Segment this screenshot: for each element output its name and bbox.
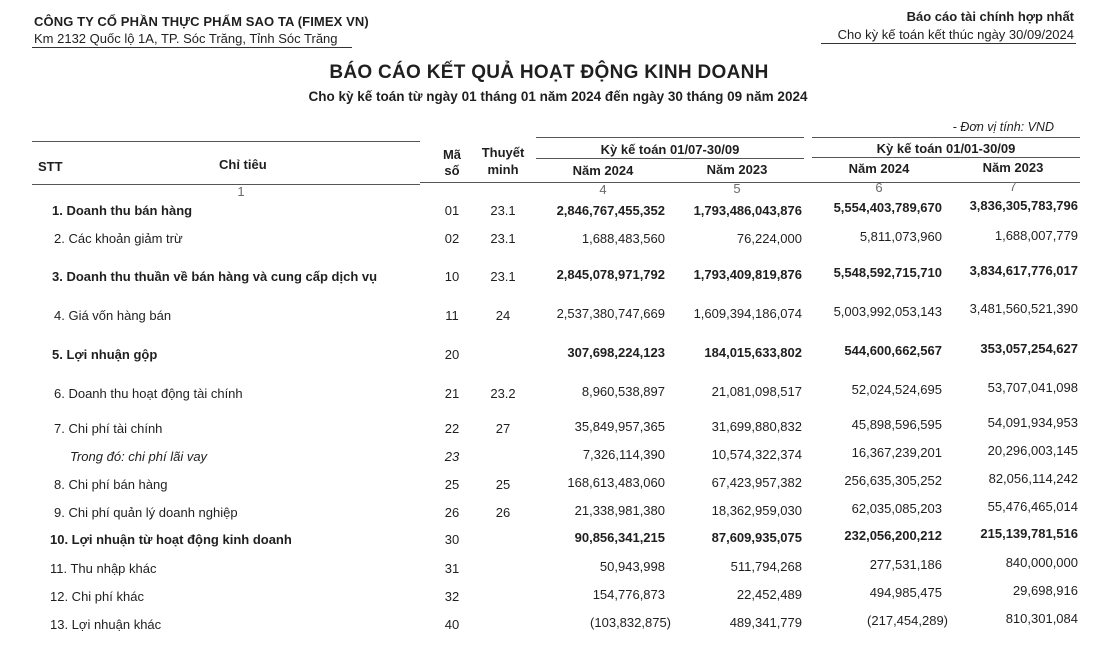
col-quarter-2023: Năm 2023 bbox=[706, 162, 768, 177]
row-code: 26 bbox=[444, 505, 460, 520]
row-ytd-2024: (217,454,289) bbox=[867, 613, 948, 628]
row-ytd-2024: 5,554,403,789,670 bbox=[833, 200, 942, 215]
row-quarter-2023: 10,574,322,374 bbox=[711, 447, 802, 462]
row-ytd-2024: 256,635,305,252 bbox=[844, 473, 942, 488]
row-ytd-2024: 45,898,596,595 bbox=[851, 417, 942, 432]
header-rule bbox=[812, 137, 1080, 138]
row-label: 10. Lợi nhuận từ hoạt động kinh doanh bbox=[50, 532, 292, 547]
row-label: 13. Lợi nhuận khác bbox=[50, 617, 162, 632]
row-note: 23.1 bbox=[490, 231, 516, 246]
row-label: Trong đó: chi phí lãi vay bbox=[70, 449, 208, 464]
row-ytd-2024: 16,367,239,201 bbox=[851, 445, 942, 460]
row-ytd-2024: 52,024,524,695 bbox=[851, 382, 942, 397]
row-ytd-2024: 494,985,475 bbox=[869, 585, 942, 600]
row-quarter-2023: 1,793,486,043,876 bbox=[693, 203, 802, 218]
row-label: 12. Chi phí khác bbox=[50, 589, 144, 604]
row-label: 6. Doanh thu hoạt động tài chính bbox=[54, 386, 243, 401]
table-row bbox=[0, 611, 1098, 635]
row-ytd-2023: 3,834,617,776,017 bbox=[969, 263, 1078, 278]
row-quarter-2024: 2,845,078,971,792 bbox=[556, 267, 665, 282]
table-row bbox=[0, 583, 1098, 607]
header-rule bbox=[536, 158, 804, 159]
row-code: 22 bbox=[444, 421, 460, 436]
row-quarter-2023: 31,699,880,832 bbox=[711, 419, 802, 434]
row-quarter-2023: 22,452,489 bbox=[736, 587, 802, 602]
col-index-5: 5 bbox=[733, 181, 741, 196]
row-quarter-2023: 18,362,959,030 bbox=[711, 503, 802, 518]
row-quarter-2023: 21,081,098,517 bbox=[711, 384, 802, 399]
row-ytd-2024: 277,531,186 bbox=[869, 557, 942, 572]
row-ytd-2024: 232,056,200,212 bbox=[844, 528, 942, 543]
row-ytd-2023: 215,139,781,516 bbox=[980, 526, 1078, 541]
col-index-1: 1 bbox=[237, 184, 245, 199]
company-address: Km 2132 Quốc lộ 1A, TP. Sóc Trăng, Tỉnh Sóc Trăng bbox=[34, 31, 338, 46]
row-ytd-2023: 55,476,465,014 bbox=[987, 499, 1078, 514]
row-code: 10 bbox=[444, 269, 460, 284]
row-ytd-2024: 5,811,073,960 bbox=[859, 229, 942, 244]
table-row bbox=[0, 499, 1098, 523]
row-quarter-2023: 76,224,000 bbox=[736, 231, 802, 246]
row-note: 24 bbox=[495, 308, 511, 323]
row-ytd-2023: 82,056,114,242 bbox=[988, 471, 1078, 486]
row-note: 23.1 bbox=[490, 269, 516, 284]
table-row bbox=[0, 341, 1098, 365]
row-code: 23 bbox=[444, 449, 460, 464]
col-indicator: Chỉ tiêu bbox=[219, 157, 267, 172]
row-quarter-2024: 154,776,873 bbox=[592, 587, 665, 602]
row-code: 21 bbox=[444, 386, 460, 401]
row-ytd-2024: 5,548,592,715,710 bbox=[833, 265, 942, 280]
col-stt: STT bbox=[38, 159, 63, 174]
row-ytd-2023: 20,296,003,145 bbox=[987, 443, 1078, 458]
table-row bbox=[0, 198, 1098, 221]
col-code-line2: số bbox=[444, 163, 460, 178]
row-note: 25 bbox=[495, 477, 511, 492]
row-quarter-2024: 8,960,538,897 bbox=[581, 384, 665, 399]
row-quarter-2024: 35,849,957,365 bbox=[574, 419, 665, 434]
report-subtitle: Cho kỳ kế toán từ ngày 01 tháng 01 năm 2024 đến ngày 30 tháng 09 năm 2024 bbox=[308, 89, 808, 104]
row-code: 11 bbox=[445, 308, 459, 323]
row-ytd-2023: 810,301,084 bbox=[1005, 611, 1078, 626]
row-quarter-2024: 90,856,341,215 bbox=[574, 530, 665, 545]
row-quarter-2023: 67,423,957,382 bbox=[711, 475, 802, 490]
row-note: 27 bbox=[495, 421, 511, 436]
col-note-line1: Thuyết bbox=[481, 145, 525, 160]
row-ytd-2024: 5,003,992,053,143 bbox=[833, 304, 942, 319]
row-quarter-2024: 2,846,767,455,352 bbox=[556, 203, 665, 218]
row-label: 5. Lợi nhuận gộp bbox=[52, 347, 158, 362]
row-ytd-2023: 54,091,934,953 bbox=[987, 415, 1078, 430]
row-quarter-2024: (103,832,875) bbox=[590, 615, 671, 630]
row-quarter-2024: 168,613,483,060 bbox=[567, 475, 665, 490]
row-ytd-2023: 29,698,916 bbox=[1012, 583, 1078, 598]
row-code: 30 bbox=[444, 532, 460, 547]
company-name: CÔNG TY CỔ PHẦN THỰC PHẨM SAO TA (FIMEX VN) bbox=[34, 14, 369, 29]
col-ytd-period: Kỳ kế toán 01/01-30/09 bbox=[876, 141, 1016, 156]
row-label: 8. Chi phí bán hàng bbox=[54, 477, 168, 492]
row-quarter-2024: 7,326,114,390 bbox=[582, 447, 665, 462]
row-quarter-2023: 1,793,409,819,876 bbox=[693, 267, 802, 282]
row-quarter-2023: 184,015,633,802 bbox=[704, 345, 802, 360]
row-ytd-2023: 1,688,007,779 bbox=[994, 228, 1078, 243]
col-index-4: 4 bbox=[599, 182, 607, 197]
row-code: 40 bbox=[444, 617, 460, 632]
row-label: 1. Doanh thu bán hàng bbox=[52, 203, 193, 218]
report-type: Báo cáo tài chính hợp nhất bbox=[906, 9, 1074, 24]
row-quarter-2024: 2,537,380,747,669 bbox=[556, 306, 665, 321]
row-quarter-2023: 511,794,268 bbox=[730, 559, 802, 574]
table-row bbox=[0, 471, 1098, 495]
row-quarter-2024: 50,943,998 bbox=[599, 559, 665, 574]
row-quarter-2024: 307,698,224,123 bbox=[567, 345, 665, 360]
table-row bbox=[0, 555, 1098, 579]
row-code: 31 bbox=[444, 561, 460, 576]
report-title: BÁO CÁO KẾT QUẢ HOẠT ĐỘNG KINH DOANH bbox=[329, 62, 769, 83]
row-ytd-2023: 53,707,041,098 bbox=[987, 380, 1078, 395]
col-index-7: 7 bbox=[1009, 179, 1017, 194]
row-label: 2. Các khoản giảm trừ bbox=[54, 231, 183, 246]
col-quarter-2024: Năm 2024 bbox=[572, 163, 634, 178]
row-label: 11. Thu nhập khác bbox=[50, 561, 157, 576]
col-note-line2: minh bbox=[487, 162, 519, 177]
row-label: 3. Doanh thu thuần về bán hàng và cung cấp dịch vụ bbox=[52, 269, 378, 284]
row-code: 32 bbox=[444, 589, 460, 604]
row-label: 4. Giá vốn hàng bán bbox=[54, 308, 172, 323]
col-quarter-period: Kỳ kế toán 01/07-30/09 bbox=[600, 142, 740, 157]
row-note: 23.1 bbox=[490, 203, 516, 218]
row-code: 01 bbox=[444, 203, 460, 218]
table-row bbox=[0, 415, 1098, 439]
col-ytd-2024: Năm 2024 bbox=[848, 161, 910, 176]
row-note: 26 bbox=[495, 505, 511, 520]
row-label: 7. Chi phí tài chính bbox=[54, 421, 163, 436]
row-quarter-2023: 1,609,394,186,074 bbox=[693, 306, 802, 321]
row-ytd-2024: 544,600,662,567 bbox=[844, 343, 942, 358]
col-index-6: 6 bbox=[875, 180, 883, 195]
table-row bbox=[0, 443, 1098, 467]
row-note: 23.2 bbox=[490, 386, 516, 401]
row-code: 20 bbox=[444, 347, 460, 362]
row-ytd-2023: 3,481,560,521,390 bbox=[969, 301, 1078, 316]
header-rule-right bbox=[821, 43, 1076, 44]
row-label: 9. Chi phí quản lý doanh nghiệp bbox=[54, 505, 238, 520]
header-rule bbox=[536, 137, 804, 138]
row-code: 02 bbox=[444, 231, 460, 246]
table-row bbox=[0, 380, 1098, 404]
row-ytd-2023: 353,057,254,627 bbox=[980, 341, 1078, 356]
header-rule-left bbox=[32, 47, 352, 48]
table-row bbox=[0, 228, 1098, 249]
report-period-end: Cho kỳ kế toán kết thúc ngày 30/09/2024 bbox=[837, 27, 1074, 42]
table-row bbox=[0, 526, 1098, 550]
row-quarter-2024: 1,688,483,560 bbox=[581, 231, 665, 246]
row-ytd-2023: 3,836,305,783,796 bbox=[969, 198, 1078, 213]
col-ytd-2023: Năm 2023 bbox=[982, 160, 1044, 175]
col-code-line1: Mã bbox=[442, 147, 462, 162]
row-quarter-2024: 21,338,981,380 bbox=[574, 503, 665, 518]
row-ytd-2024: 62,035,085,203 bbox=[851, 501, 942, 516]
row-ytd-2023: 840,000,000 bbox=[1005, 555, 1078, 570]
table-row bbox=[0, 263, 1098, 287]
header-rule bbox=[812, 157, 1080, 158]
row-quarter-2023: 489,341,779 bbox=[729, 615, 802, 630]
header-rule bbox=[32, 141, 420, 142]
currency-unit: - Đơn vị tính: VND bbox=[952, 120, 1054, 134]
table-row bbox=[0, 301, 1098, 326]
row-code: 25 bbox=[444, 477, 460, 492]
row-quarter-2023: 87,609,935,075 bbox=[711, 530, 802, 545]
